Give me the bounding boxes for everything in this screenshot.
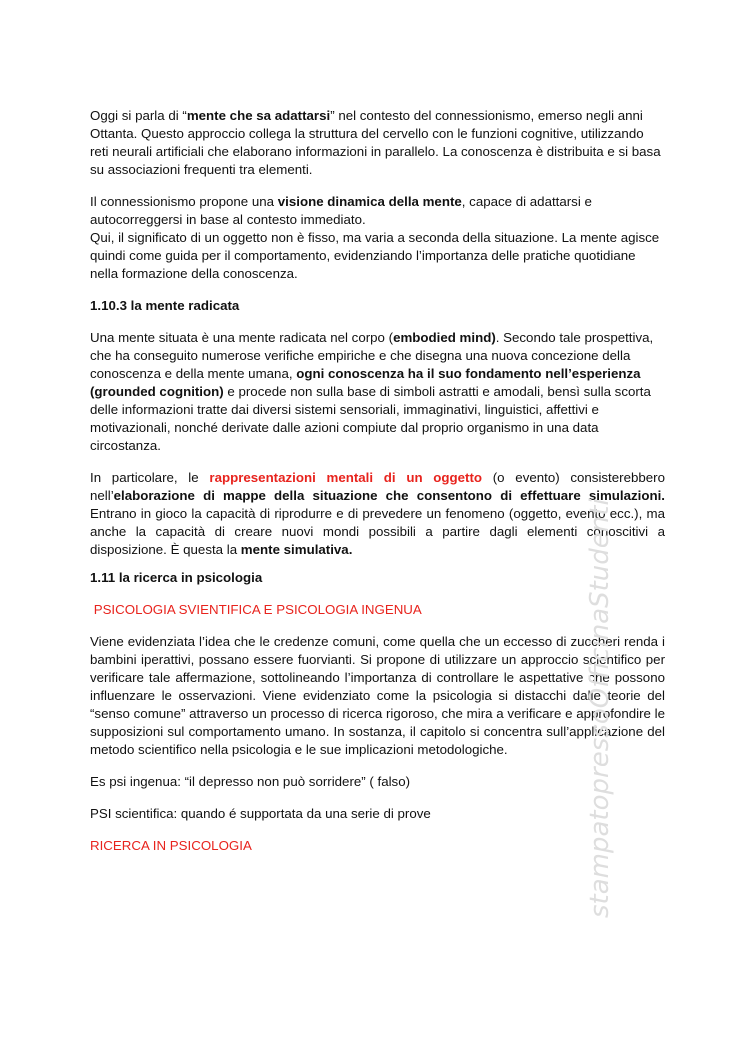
paragraph-mente-situata (90, 329, 665, 455)
text-run: In particolare, le (90, 470, 210, 485)
paragraph-rappresentazioni (90, 469, 665, 559)
paragraph-connessionismo (90, 107, 665, 179)
red-title-ricerca: RICERCA IN PSICOLOGIA (90, 838, 252, 853)
document-page (90, 107, 665, 855)
red-title-psicologia: PSICOLOGIA SVIENTIFICA E PSICOLOGIA INGENUA (90, 602, 422, 617)
bold-run: ogni conoscenza ha il suo fondamento nell’esperienza (grounded cognition) (90, 366, 641, 399)
text-run: ” nel contesto del connessionismo, emerso negli anni Ottanta. Questo approccio collega la struttura del cervello con le funzioni cognitive, utilizzando reti neurali artificiali che elaborano informazioni in parallelo. La conoscenza è distribuita e si basa su associazioni frequenti tra elementi. (90, 108, 661, 177)
bold-run: mente che sa adattarsi (186, 108, 331, 123)
paragraph-psi-ingenua: Es psi ingenua: “il depresso non può sorridere” ( falso) (90, 774, 411, 789)
text-run: Oggi si parla di “ (90, 108, 187, 123)
text-run: Una mente situata è una mente radicata nel corpo ( (90, 330, 394, 345)
paragraph-psi-scientifica: PSI scientifica: quando é supportata da una serie di prove (90, 806, 431, 821)
paragraph-visione-dinamica (90, 193, 665, 283)
text-run: Entrano in gioco la capacità di riprodurre e di prevedere un fenomeno (oggetto, evento ecc.), ma anche la capacità di creare nuovi mondi possibili a partire dagli elementi conoscitivi a disposizione. È questa la (90, 506, 665, 557)
text-run: . Secondo tale prospettiva, che ha conseguito numerose verifiche empiriche e che disegna una nuova concezione della conoscenza e della mente umana, (90, 330, 654, 381)
text-run: Qui, il significato di un oggetto non è fisso, ma varia a seconda della situazione. La mente agisce quindi come guida per il comportamento, evidenziando l’importanza delle pratiche quotidiane nella formazione della conoscenza. (90, 230, 660, 281)
bold-run: embodied mind) (393, 330, 496, 345)
section-heading-mente-radicata: 1.10.3 la mente radicata (90, 298, 240, 313)
section-heading-ricerca: 1.11 la ricerca in psicologia (90, 570, 263, 585)
bold-run: elaborazione di mappe della situazione che consentono di effettuare simulazioni. (113, 488, 665, 503)
watermark: stampatopressoOfficinaStudenti (585, 498, 615, 918)
paragraph-credenze: Viene evidenziata l’idea che le credenze comuni, come quella che un eccesso di zuccheri renda i bambini iperattivi, possano essere fuorvianti. Si propone di utilizzare un approccio scientifico per verificare tale affermazione, sottolineando l’importanza di controllare le aspettative che possono influenzare le osservazioni. Viene evidenziato come la psicologia si distacchi dalle teorie del “senso comune” attraverso un processo di ricerca rigoroso, che mira a verificare e approfondire le supposizioni sul comportamento umano. In sostanza, il capitolo si concentra sull’applicazione del metodo scientifico nella psicologia e le sue implicazioni metodologiche. (90, 634, 665, 757)
bold-run: visione dinamica della mente (277, 194, 462, 209)
red-bold-run: rappresentazioni mentali di un oggetto (209, 470, 483, 485)
text-run: (o evento) consisterebbero nell’ (90, 470, 665, 503)
text-run: e procede non sulla base di simboli astratti e amodali, bensì sulla scorta delle informazioni tratte dai diversi sistemi sensoriali, immaginativi, linguistici, affettivi e motivazionali, nonché derivate dalle azioni compiute dal proprio organismo in una data circostanza. (90, 384, 651, 453)
bold-run: mente simulativa. (240, 542, 353, 557)
text-run: Il connessionismo propone una (90, 194, 278, 209)
text-run: , capace di adattarsi e autocorreggersi in base al contesto immediato. (90, 194, 592, 227)
